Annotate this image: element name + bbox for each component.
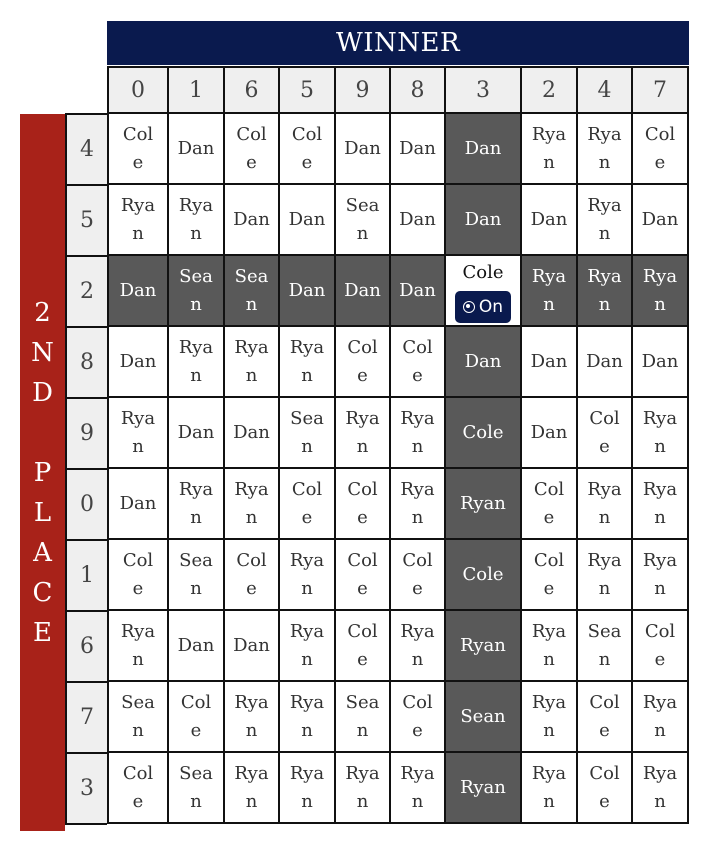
square-cell[interactable]: [577, 326, 632, 397]
square-cell[interactable]: [445, 397, 521, 468]
cell-name: Sean: [460, 705, 506, 727]
row-header: 8: [65, 326, 107, 399]
cell-name: Ryan: [642, 549, 678, 599]
column-header: 3: [445, 67, 521, 113]
row-header: 6: [65, 610, 107, 683]
cell-name: Dan: [399, 137, 436, 159]
square-cell[interactable]: [390, 113, 445, 184]
square-cell[interactable]: [577, 752, 632, 823]
place-char: E: [33, 617, 52, 648]
column-header: 4: [577, 67, 632, 113]
square-cell[interactable]: [108, 184, 168, 255]
cell-name: Dan: [288, 208, 326, 230]
cell-name: Cole: [462, 421, 504, 443]
cell-name: Cole: [122, 123, 154, 173]
cell-name: Cole: [180, 691, 212, 741]
cell-name: Dan: [530, 208, 568, 230]
cell-name: Cole: [347, 620, 378, 670]
square-cell[interactable]: [577, 610, 632, 681]
square-cell[interactable]: [335, 184, 390, 255]
cell-name: Dan: [233, 634, 270, 656]
square-cell[interactable]: [108, 539, 168, 610]
cell-name: Dan: [233, 421, 270, 443]
cell-name: Dan: [177, 137, 215, 159]
square-cell[interactable]: [390, 184, 445, 255]
cell-name: Sean: [179, 265, 213, 315]
square-cell[interactable]: [224, 397, 279, 468]
cell-name: Ryan: [120, 407, 156, 457]
cell-name: Dan: [177, 634, 215, 656]
square-cell[interactable]: [521, 397, 577, 468]
row-header: 2: [65, 255, 107, 328]
square-cell[interactable]: [577, 255, 632, 326]
cell-name: Dan: [288, 279, 326, 301]
square-cell[interactable]: [108, 681, 168, 752]
square-cell[interactable]: [168, 468, 224, 539]
cell-name: Ryan: [587, 123, 622, 173]
cell-name: Ryan: [178, 336, 214, 386]
grid-row: [108, 752, 688, 823]
place-char: A: [33, 537, 52, 568]
target-icon: [463, 301, 475, 313]
cell-name: Dan: [586, 350, 623, 372]
cell-name: Cole: [589, 691, 620, 741]
square-cell[interactable]: [632, 752, 688, 823]
cell-name: Cole: [533, 549, 565, 599]
cell-name: Cole: [347, 478, 378, 528]
cell-name: Ryan: [289, 549, 325, 599]
place-char: L: [33, 497, 52, 528]
square-cell[interactable]: [632, 681, 688, 752]
cell-name: Cole: [347, 549, 378, 599]
cell-name: Ryan: [289, 620, 325, 670]
square-cell[interactable]: [168, 184, 224, 255]
square-cell[interactable]: [577, 539, 632, 610]
square-cell[interactable]: [577, 113, 632, 184]
cell-name: Ryan: [642, 691, 678, 741]
square-cell[interactable]: [521, 326, 577, 397]
square-cell[interactable]: [224, 184, 279, 255]
cell-name: Ryan: [460, 492, 506, 514]
square-cell[interactable]: [521, 752, 577, 823]
cell-name: Cole: [402, 336, 433, 386]
square-cell[interactable]: [390, 255, 445, 326]
cell-name: Ryan: [460, 634, 506, 656]
square-cell[interactable]: [168, 326, 224, 397]
square-cell[interactable]: [335, 397, 390, 468]
cell-name: Sean: [179, 762, 213, 812]
cell-name: Ryan: [531, 620, 567, 670]
cell-name: Cole: [236, 549, 267, 599]
cell-name: Sean: [179, 549, 213, 599]
square-cell[interactable]: [108, 752, 168, 823]
cell-name: Sean: [234, 265, 269, 315]
square-cell[interactable]: [521, 681, 577, 752]
cell-name: Ryan: [234, 478, 269, 528]
cell-name: Cole: [291, 478, 323, 528]
square-cell[interactable]: [279, 184, 335, 255]
cell-name: Dan: [641, 350, 679, 372]
cell-name: Cole: [402, 549, 433, 599]
cell-name: Dan: [641, 208, 679, 230]
cell-name: Dan: [119, 492, 157, 514]
square-cell[interactable]: [168, 397, 224, 468]
column-header: 0: [108, 67, 168, 113]
cell-name: Ryan: [120, 194, 156, 244]
cell-name: Cole: [644, 620, 676, 670]
square-cell[interactable]: [108, 610, 168, 681]
square-cell[interactable]: [445, 468, 521, 539]
cell-name: Cole: [533, 478, 565, 528]
cell-name: Ryan: [642, 265, 678, 315]
winner-title: WINNER: [335, 28, 461, 58]
cell-name: Dan: [399, 279, 436, 301]
cell-name: Cole: [589, 407, 620, 457]
square-cell[interactable]: [521, 539, 577, 610]
cell-name: Ryan: [120, 620, 156, 670]
square-cell[interactable]: [390, 539, 445, 610]
cell-name: Cole: [402, 691, 433, 741]
square-cell[interactable]: [577, 184, 632, 255]
cell-name: Dan: [233, 208, 270, 230]
cell-name: Ryan: [178, 194, 214, 244]
cell-name: Cole: [236, 123, 267, 173]
cell-name: Ryan: [234, 691, 269, 741]
cell-name: Ryan: [531, 691, 567, 741]
square-cell[interactable]: [168, 113, 224, 184]
grid-row: [108, 326, 688, 397]
column-header: 7: [632, 67, 688, 113]
cell-name: Ryan: [531, 123, 567, 173]
cell-name: Ryan: [531, 762, 567, 812]
cell-name: Ryan: [178, 478, 214, 528]
square-cell[interactable]: [445, 752, 521, 823]
cell-name: Dan: [119, 350, 157, 372]
cell-name: Dan: [530, 350, 568, 372]
square-cell[interactable]: [108, 113, 168, 184]
square-cell[interactable]: [577, 468, 632, 539]
square-cell[interactable]: [224, 681, 279, 752]
cell-name: Ryan: [289, 691, 325, 741]
cell-name: Ryan: [642, 407, 678, 457]
cell-name: Ryan: [587, 194, 622, 244]
square-cell[interactable]: [335, 468, 390, 539]
grid-row: [108, 255, 688, 326]
grid-row: [108, 397, 688, 468]
place-char: 2: [34, 297, 51, 328]
cell-name: Cole: [122, 762, 154, 812]
cell-name: Ryan: [400, 407, 435, 457]
square-cell[interactable]: [168, 610, 224, 681]
cell-name: Sean: [345, 691, 380, 741]
square-cell[interactable]: [390, 752, 445, 823]
cell-name: Cole: [122, 549, 154, 599]
square-cell[interactable]: [521, 468, 577, 539]
cell-name: Dan: [399, 208, 436, 230]
square-cell[interactable]: [335, 681, 390, 752]
grid-row: [108, 539, 688, 610]
square-cell[interactable]: [279, 610, 335, 681]
grid-row: [108, 184, 688, 255]
cell-name: Sean: [345, 194, 380, 244]
square-cell[interactable]: [279, 468, 335, 539]
square-cell[interactable]: [445, 113, 521, 184]
square-cell[interactable]: [521, 184, 577, 255]
square-cell[interactable]: [168, 681, 224, 752]
cell-name: Ryan: [234, 762, 269, 812]
square-cell[interactable]: [445, 184, 521, 255]
column-header: 6: [224, 67, 279, 113]
square-cell[interactable]: [279, 113, 335, 184]
square-cell[interactable]: [168, 752, 224, 823]
squares-grid: [107, 66, 689, 824]
column-header: 9: [335, 67, 390, 113]
square-cell[interactable]: [390, 326, 445, 397]
cell-name: Ryan: [587, 265, 622, 315]
square-cell[interactable]: [335, 113, 390, 184]
square-cell[interactable]: [577, 397, 632, 468]
cell-name: Dan: [464, 208, 502, 230]
column-header-row: [108, 67, 688, 113]
row-header: 9: [65, 397, 107, 470]
cell-name: Sean: [290, 407, 324, 457]
square-cell[interactable]: [224, 610, 279, 681]
cell-name: Ryan: [400, 762, 435, 812]
grid-row: [108, 468, 688, 539]
square-cell[interactable]: [335, 326, 390, 397]
place-char: D: [32, 377, 53, 408]
selected-cell-name: Cole: [462, 261, 504, 283]
cell-name: Dan: [119, 279, 157, 301]
column-header: 8: [390, 67, 445, 113]
cell-name: Dan: [177, 421, 215, 443]
cell-name: Dan: [530, 421, 568, 443]
cell-name: Ryan: [289, 762, 325, 812]
square-cell[interactable]: [632, 113, 688, 184]
square-cell[interactable]: [279, 397, 335, 468]
square-cell[interactable]: [279, 539, 335, 610]
on-badge-label: On: [478, 296, 504, 317]
square-cell[interactable]: [335, 752, 390, 823]
cell-name: Ryan: [345, 407, 380, 457]
square-cell[interactable]: [224, 326, 279, 397]
grid-row: [108, 113, 688, 184]
square-cell[interactable]: [632, 610, 688, 681]
cell-name: Ryan: [531, 265, 567, 315]
square-cell[interactable]: [632, 468, 688, 539]
row-header: 5: [65, 184, 107, 257]
square-cell[interactable]: [632, 539, 688, 610]
square-cell[interactable]: [335, 539, 390, 610]
square-cell[interactable]: [108, 326, 168, 397]
square-cell[interactable]: [390, 610, 445, 681]
cell-name: Cole: [644, 123, 676, 173]
square-cell[interactable]: [279, 255, 335, 326]
cell-name: Dan: [464, 137, 502, 159]
square-cell[interactable]: [445, 610, 521, 681]
place-char: P: [33, 457, 52, 488]
on-badge: [455, 291, 511, 323]
square-cell[interactable]: [279, 752, 335, 823]
square-cell[interactable]: [224, 539, 279, 610]
grid-row: [108, 681, 688, 752]
square-cell[interactable]: [632, 255, 688, 326]
square-cell[interactable]: [390, 397, 445, 468]
cell-name: Ryan: [587, 549, 622, 599]
square-cell[interactable]: [521, 113, 577, 184]
square-cell[interactable]: [279, 326, 335, 397]
square-cell[interactable]: [224, 255, 279, 326]
cell-name: Ryan: [642, 478, 678, 528]
square-cell[interactable]: [390, 681, 445, 752]
row-header: 1: [65, 539, 107, 612]
square-cell[interactable]: [390, 468, 445, 539]
row-header: 7: [65, 681, 107, 754]
cell-name: Ryan: [400, 620, 435, 670]
square-cell[interactable]: [632, 397, 688, 468]
place-char: C: [32, 577, 53, 608]
square-cell[interactable]: [445, 539, 521, 610]
cell-name: Ryan: [460, 776, 506, 798]
cell-name: Sean: [587, 620, 622, 670]
square-cell[interactable]: [224, 752, 279, 823]
square-cell[interactable]: [335, 610, 390, 681]
square-cell[interactable]: [224, 113, 279, 184]
second-place-banner: [20, 114, 65, 831]
cell-name: Ryan: [345, 762, 380, 812]
cell-name: Ryan: [289, 336, 325, 386]
winner-banner: [107, 21, 689, 65]
square-cell[interactable]: [279, 681, 335, 752]
square-cell[interactable]: [632, 184, 688, 255]
square-cell[interactable]: [445, 681, 521, 752]
row-header: 0: [65, 468, 107, 541]
cell-name: Cole: [291, 123, 323, 173]
cell-name: Ryan: [642, 762, 678, 812]
square-cell[interactable]: [224, 468, 279, 539]
square-cell[interactable]: [168, 255, 224, 326]
row-header: 4: [65, 113, 107, 186]
square-cell[interactable]: [108, 468, 168, 539]
cell-name: Sean: [121, 691, 155, 741]
cell-name: Ryan: [587, 478, 622, 528]
column-header: 1: [168, 67, 224, 113]
square-cell[interactable]: [335, 255, 390, 326]
column-header: 5: [279, 67, 335, 113]
cell-name: Dan: [344, 137, 381, 159]
cell-name: Cole: [589, 762, 620, 812]
square-cell[interactable]: [632, 326, 688, 397]
cell-name: Dan: [464, 350, 502, 372]
square-cell[interactable]: [577, 681, 632, 752]
square-cell[interactable]: [521, 255, 577, 326]
cell-name: Ryan: [234, 336, 269, 386]
square-cell[interactable]: [521, 610, 577, 681]
column-header: 2: [521, 67, 577, 113]
square-cell[interactable]: [445, 255, 521, 326]
grid-row: [108, 610, 688, 681]
square-cell[interactable]: [108, 255, 168, 326]
cell-name: Ryan: [400, 478, 435, 528]
row-header: 3: [65, 752, 107, 825]
square-cell[interactable]: [168, 539, 224, 610]
cell-name: Dan: [344, 279, 381, 301]
square-cell[interactable]: [445, 326, 521, 397]
cell-name: Cole: [462, 563, 504, 585]
cell-name: Cole: [347, 336, 378, 386]
place-char: N: [31, 337, 54, 368]
square-cell[interactable]: [108, 397, 168, 468]
